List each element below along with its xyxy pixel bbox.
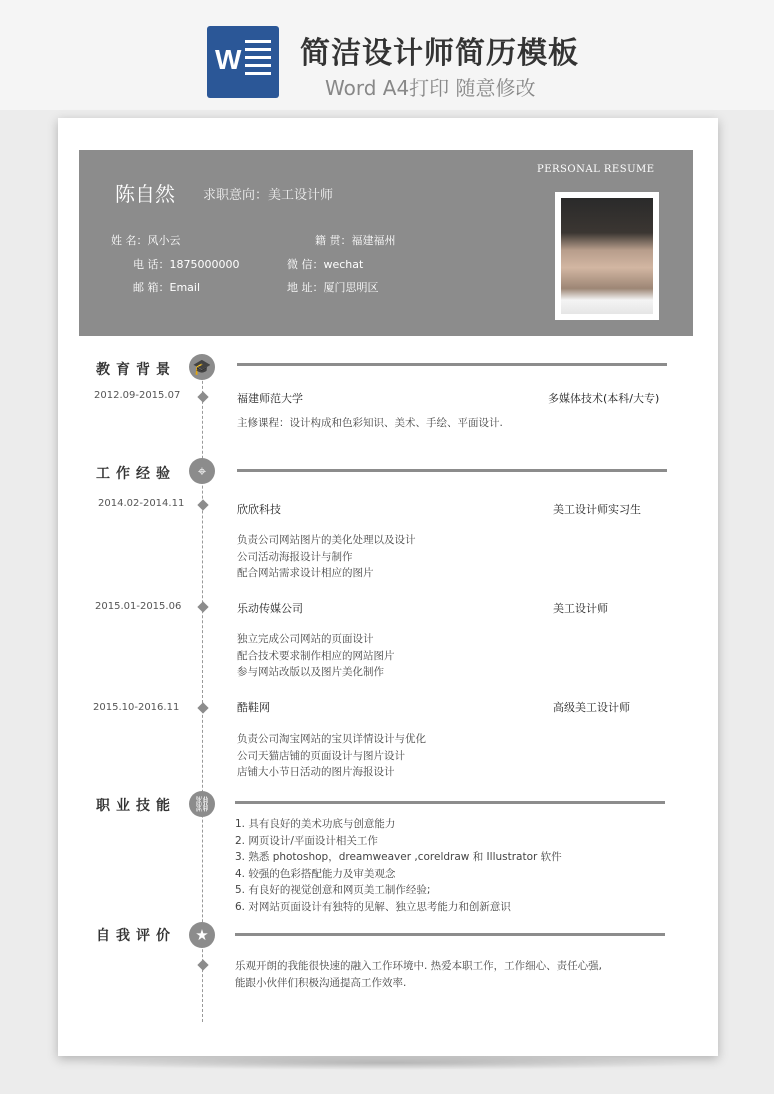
resume-page <box>58 118 718 1056</box>
self-line: 能跟小伙伴们积极沟通提高工作效率. <box>235 976 407 989</box>
self-line: 乐观开朗的我能很快速的融入工作环境中. 热爱本职工作，工作细心、责任心强, <box>235 960 603 972</box>
skill-item: 3. 熟悉 photoshop，dreamweaver ,coreldraw 和 Illustrator 软件 <box>235 851 562 863</box>
field-origin: 籍 贯：福建福州 <box>315 234 396 247</box>
job-description <box>237 631 395 681</box>
timeline-dot <box>197 702 208 713</box>
job-line: 参与网站改版以及图片美化制作 <box>237 666 384 678</box>
timeline-dot <box>197 391 208 402</box>
job-role: 美工设计师实习生 <box>553 503 641 516</box>
skill-item: 2. 网页设计/平面设计相关工作 <box>235 834 378 847</box>
school-name: 福建师范大学 <box>237 392 303 405</box>
target-icon: ⌖ <box>189 458 215 484</box>
major: 多媒体技术(本科/大专) <box>548 392 660 405</box>
job-line: 独立完成公司网站的页面设计 <box>237 633 374 645</box>
graduation-cap-icon: 🎓 <box>189 354 215 380</box>
timeline-dot <box>197 601 208 612</box>
word-icon-letter: W <box>215 44 242 75</box>
education-date: 2012.09-2015.07 <box>94 390 181 401</box>
field-name: 姓 名：风小云 <box>111 234 181 247</box>
company-name: 酷鞋网 <box>237 701 270 714</box>
skill-item: 1. 具有良好的美术功底与创意能力 <box>235 818 396 830</box>
skill-item: 5. 有良好的视觉创意和网页美工制作经验; <box>235 884 431 896</box>
section-title-skills: 职业技能 <box>96 798 176 814</box>
company-name: 欣欣科技 <box>237 503 281 516</box>
timeline-dot <box>197 959 208 970</box>
job-role: 高级美工设计师 <box>553 701 630 714</box>
courses: 主修课程：设计构成和色彩知识、美术、手绘、平面设计. <box>237 417 503 429</box>
work-date: 2015.10-2016.11 <box>93 702 180 713</box>
job-role: 美工设计师 <box>553 602 608 615</box>
company-name: 乐动传媒公司 <box>237 602 303 615</box>
section-divider <box>237 363 667 366</box>
job-line: 负责公司网站图片的美化处理以及设计 <box>237 534 416 546</box>
field-email: 邮 箱：Email <box>133 281 201 294</box>
job-description <box>237 532 416 582</box>
skill-item: 4. 较强的色彩搭配能力及审美观念 <box>235 867 396 880</box>
job-line: 负责公司淘宝网站的宝贝详情设计与优化 <box>237 733 426 745</box>
field-phone: 电 话：1875000000 <box>133 258 240 271</box>
work-date: 2014.02-2014.11 <box>98 498 185 509</box>
candidate-name: 陈自然 <box>115 182 175 206</box>
field-wechat: 微 信：wechat <box>287 258 364 271</box>
word-icon <box>207 26 279 98</box>
field-address: 地 址：厦门思明区 <box>287 281 379 294</box>
section-title-work: 工作经验 <box>96 466 176 482</box>
job-intent: 求职意向：美工设计师 <box>203 188 334 203</box>
banner-subtitle: Word A4打印 随意修改 <box>325 76 536 100</box>
job-line: 公司活动海报设计与制作 <box>237 550 353 563</box>
link-icon: ⛓ <box>189 791 215 817</box>
skills-list <box>235 816 562 915</box>
section-divider <box>235 933 665 936</box>
skill-item: 6. 对网站页面设计有独特的见解、独立思考能力和创新意识 <box>235 900 511 913</box>
self-evaluation <box>235 958 602 991</box>
page-shadow <box>70 1056 706 1070</box>
personal-resume-label: PERSONAL RESUME <box>537 164 655 175</box>
job-line: 配合网站需求设计相应的图片 <box>237 567 374 579</box>
job-line: 配合技术要求制作相应的网站图片 <box>237 649 395 662</box>
section-divider <box>237 469 667 472</box>
banner <box>0 0 774 110</box>
banner-title: 简洁设计师简历模板 <box>300 36 579 71</box>
job-line: 公司天猫店铺的页面设计与图片设计 <box>237 749 405 762</box>
work-date: 2015.01-2015.06 <box>95 601 182 612</box>
section-title-education: 教育背景 <box>96 362 176 378</box>
job-line: 店铺大小节日活动的图片海报设计 <box>237 766 395 778</box>
profile-photo <box>555 192 659 320</box>
star-icon: ★ <box>189 922 215 948</box>
job-description <box>237 731 426 781</box>
section-title-self: 自我评价 <box>96 928 176 944</box>
timeline-dot <box>197 499 208 510</box>
resume-header <box>79 150 693 336</box>
section-divider <box>235 801 665 804</box>
